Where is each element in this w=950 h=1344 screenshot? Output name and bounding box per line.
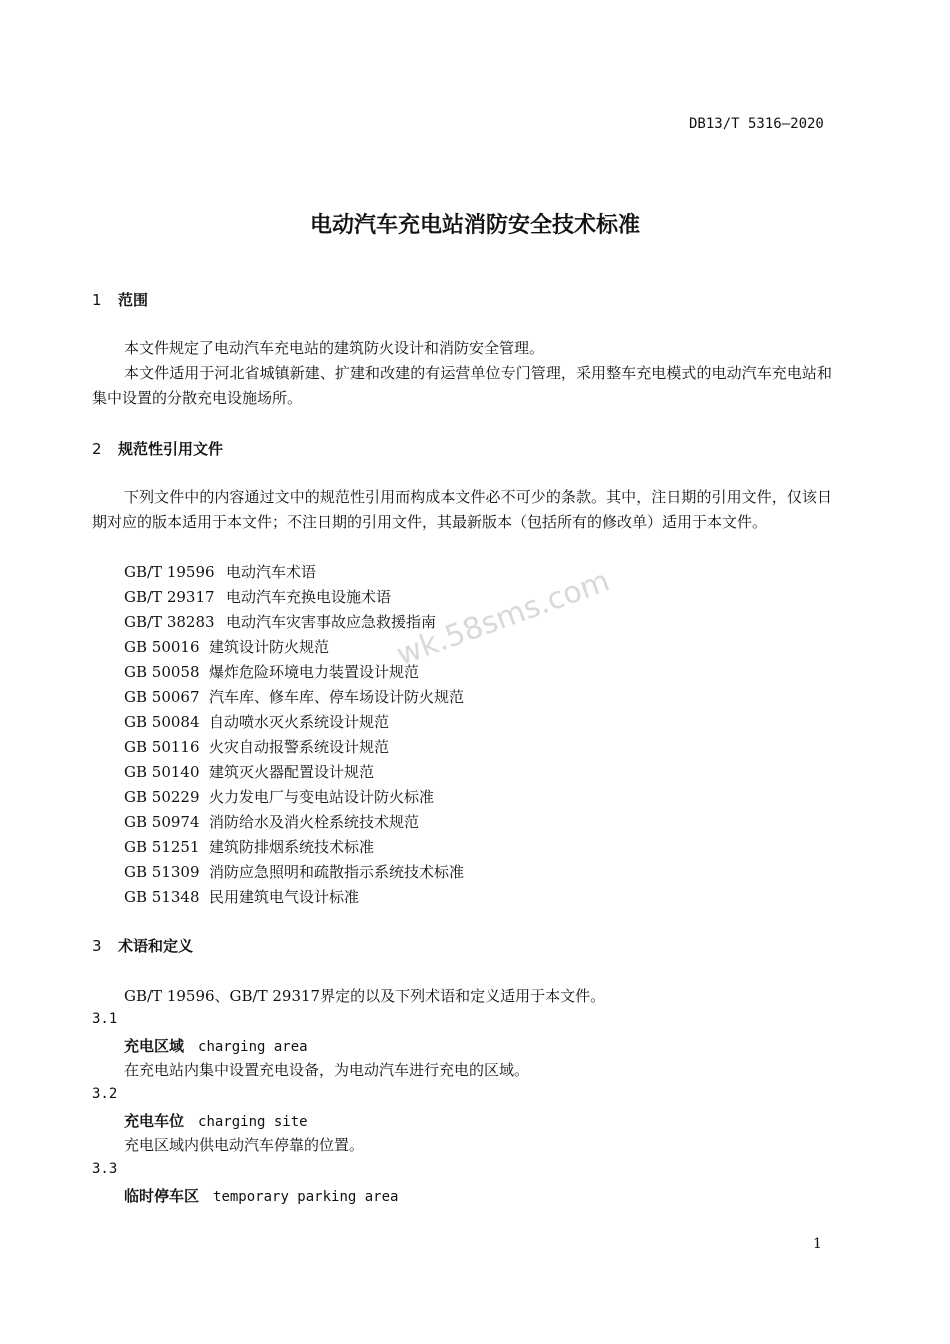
section-heading-3: [92, 935, 193, 956]
reference-title: 火灾自动报警系统设计规范: [209, 738, 390, 756]
reference-code: GB 50140: [124, 763, 200, 781]
reference-code: GB/T 19596: [124, 563, 215, 581]
term-english: temporary parking area: [213, 1189, 399, 1205]
reference-title: 建筑灭火器配置设计规范: [209, 763, 375, 781]
terms-intro: GB/T 19596、GB/T 29317界定的以及下列术语和定义适用于本文件。: [124, 987, 606, 1005]
term-definition: 在充电站内集中设置充电设备，为电动汽车进行充电的区域。: [124, 1061, 530, 1079]
reference-code: GB 50084: [124, 713, 200, 731]
reference-title: 火力发电厂与变电站设计防火标准: [209, 788, 435, 806]
reference-item: [124, 836, 374, 857]
document-title: 电动汽车充电站消防安全技术标准: [309, 213, 640, 238]
reference-item: [124, 861, 464, 882]
references-intro: 下列文件中的内容通过文中的规范性引用而构成本文件必不可少的条款。其中，注日期的引用文件，仅该日期对应的版本适用于本文件；不注日期的引用文件，其最新版本（包括所有的修改单）适用于本文件。: [92, 488, 832, 531]
term-number: 3.3: [92, 1161, 118, 1177]
reference-code: GB 51309: [124, 863, 200, 881]
reference-title: 建筑设计防火规范: [209, 638, 330, 656]
term-chinese: 充电区域: [124, 1037, 185, 1055]
term-chinese: 充电车位: [124, 1112, 185, 1130]
section-title: 范围: [118, 291, 149, 309]
reference-title: 电动汽车充换电设施术语: [226, 588, 392, 606]
reference-item: [124, 886, 359, 907]
term-heading: [124, 1035, 308, 1056]
reference-code: GB 50116: [124, 738, 200, 756]
reference-item: [124, 661, 419, 682]
section-number: 3: [92, 937, 102, 955]
section-heading-2: [92, 438, 223, 459]
document-code: DB13/T 5316—2020: [689, 116, 824, 132]
reference-title: 爆炸危险环境电力装置设计规范: [209, 663, 420, 681]
section-heading-1: [92, 289, 148, 310]
reference-item: [124, 611, 436, 632]
reference-title: 民用建筑电气设计标准: [209, 888, 360, 906]
scope-paragraph-2: 本文件适用于河北省城镇新建、扩建和改建的有运营单位专门管理，采用整车充电模式的电动汽车充电站和集中设置的分散充电设施场所。: [92, 364, 832, 407]
reference-item: [124, 736, 389, 757]
reference-item: [124, 811, 419, 832]
reference-code: GB 50016: [124, 638, 200, 656]
term-definition: 充电区域内供电动汽车停靠的位置。: [124, 1136, 365, 1154]
reference-item: [124, 561, 316, 582]
reference-title: 汽车库、修车库、停车场设计防火规范: [209, 688, 465, 706]
reference-title: 消防应急照明和疏散指示系统技术标准: [209, 863, 465, 881]
term-chinese: 临时停车区: [124, 1187, 200, 1205]
reference-code: GB/T 29317: [124, 588, 215, 606]
term-number: 3.1: [92, 1011, 118, 1027]
reference-code: GB/T 38283: [124, 613, 215, 631]
term-english: charging area: [198, 1039, 308, 1055]
reference-code: GB 51251: [124, 838, 200, 856]
term-english: charging site: [198, 1114, 308, 1130]
reference-code: GB 50229: [124, 788, 200, 806]
reference-item: [124, 761, 374, 782]
term-heading: [124, 1110, 308, 1131]
reference-title: 消防给水及消火栓系统技术规范: [209, 813, 420, 831]
reference-title: 自动喷水灭火系统设计规范: [209, 713, 390, 731]
scope-paragraph-1: 本文件规定了电动汽车充电站的建筑防火设计和消防安全管理。: [124, 339, 545, 357]
reference-title: 建筑防排烟系统技术标准: [209, 838, 375, 856]
reference-code: GB 50058: [124, 663, 200, 681]
section-title: 术语和定义: [118, 937, 194, 955]
reference-title: 电动汽车术语: [226, 563, 317, 581]
reference-item: [124, 786, 434, 807]
term-number: 3.2: [92, 1086, 118, 1102]
reference-code: GB 51348: [124, 888, 200, 906]
reference-title: 电动汽车灾害事故应急救援指南: [226, 613, 437, 631]
watermark: wk.58sms.com: [392, 563, 615, 673]
reference-item: [124, 586, 391, 607]
page-number: 1: [813, 1236, 822, 1252]
reference-code: GB 50974: [124, 813, 200, 831]
term-heading: [124, 1185, 398, 1206]
reference-item: [124, 711, 389, 732]
section-title: 规范性引用文件: [118, 440, 224, 458]
section-number: 1: [92, 291, 102, 309]
section-number: 2: [92, 440, 102, 458]
reference-item: [124, 686, 464, 707]
reference-item: [124, 636, 329, 657]
reference-code: GB 50067: [124, 688, 200, 706]
